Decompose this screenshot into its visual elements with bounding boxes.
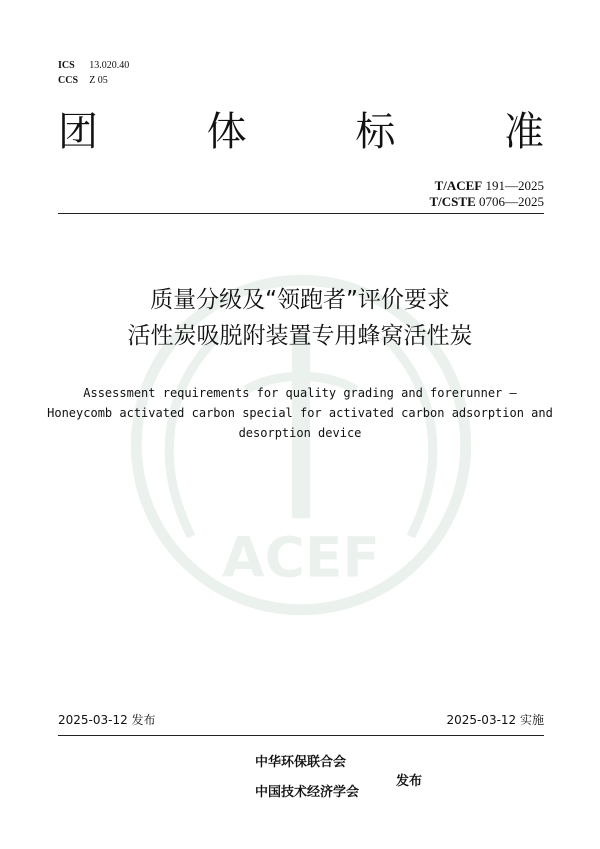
standard-number-1-value: 191—2025 <box>485 178 544 193</box>
ics-line <box>58 58 129 73</box>
watermark-text: ACEF <box>222 525 380 590</box>
standard-numbers <box>430 178 545 210</box>
standard-number-1 <box>430 178 545 194</box>
standard-type-char: 准 <box>503 109 544 155</box>
standard-number-2 <box>430 194 545 210</box>
publisher-2: 中国技术经济学会 <box>255 785 360 800</box>
standard-number-2-value: 0706—2025 <box>479 194 544 209</box>
publish-label: 发布 <box>396 774 423 789</box>
issue-date: 2025-03-12 发布 <box>58 713 156 727</box>
chinese-title-line-2: 活性炭吸脱附装置专用蜂窝活性炭 <box>127 323 473 349</box>
ics-code: 13.020.40 <box>89 60 130 71</box>
english-title-line-3: desorption device <box>238 426 362 440</box>
footer-divider <box>58 735 544 736</box>
ccs-line <box>58 73 129 88</box>
classification-codes <box>58 58 129 88</box>
english-title-line-1: Assessment requirements for quality grading and forerunner — <box>83 386 517 400</box>
english-title-line-2: Honeycomb activated carbon special for activated carbon adsorption and <box>47 406 553 420</box>
standard-type-heading <box>58 108 544 156</box>
standard-number-2-prefix: T/CSTE <box>429 194 476 209</box>
ics-label: ICS <box>58 60 75 71</box>
standard-number-1-prefix: T/ACEF <box>434 178 483 193</box>
publisher-1: 中华环保联合会 <box>255 755 347 770</box>
standard-type-char: 标 <box>355 109 396 155</box>
ccs-label: CCS <box>58 75 79 86</box>
chinese-title-line-1: 质量分级及“领跑者”评价要求 <box>150 287 450 313</box>
implementation-date: 2025-03-12 实施 <box>446 713 544 727</box>
header-divider <box>58 213 544 214</box>
standard-type-char: 团 <box>58 109 98 155</box>
english-title <box>40 383 560 443</box>
ccs-code: Z 05 <box>89 75 108 86</box>
standard-type-char: 体 <box>206 109 247 155</box>
chinese-title <box>0 282 600 354</box>
